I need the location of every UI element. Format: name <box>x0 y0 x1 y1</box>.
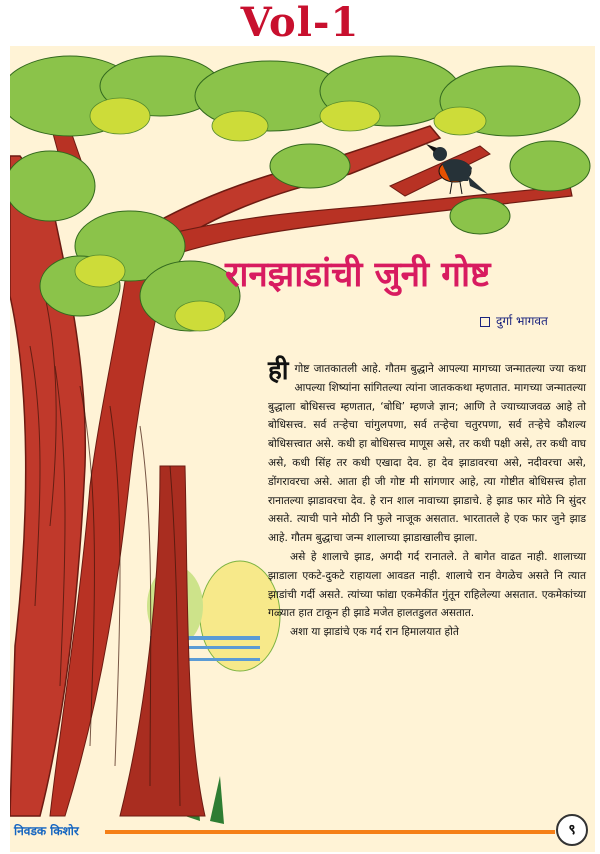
magazine-name: निवडक किशोर <box>14 824 79 838</box>
paragraph-text: गोष्ट जातकातली आहे. गौतम बुद्धाने आपल्या मागच्या जन्मातल्या ज्या कथा आपल्या शिष्यांना सांगितल्या त्यांना जातककथा म्हणतात. मागच्या जन्मातल्या बुद्धाला बोधिसत्त्व म्हणतात, ‘बोधि’ म्हणजे ज्ञान; आणि ते ज्याच्याजवळ आहे तो बोधिसत्त्व. सर्व तऱ्हेचा चांगुलपणा, सर्व तऱ्हेचा चतुरपणा, सर्व तऱ्हेचे कौशल्य बोधिसत्त्वात असे. कधी हा बोधिसत्त्व माणूस असे, तर कधी पक्षी असे, तर कधी वाघ असे, कधी सिंह तर कधी एखादा देव. हा देव झाडावरचा असे, नदीवरचा असे, डोंगरावरचा असे. आता ही जी गोष्ट मी सांगणार आहे, त्या गोष्टीत बोधिसत्त्व होता रानातल्या झाडावरचा देव. हे रान शाल नावाच्या झाडाचे. हे झाड फार मोठे नि सुंदर असते. त्याची पाने मोठी नि फुले नाजूक असतात. भारतातले हे एक फार जुने झाड आहे. गौतम बुद्धाचा जन्म शालाच्या झाडाखालीच झाला. <box>268 363 586 545</box>
paragraph-3: अशा या झाडांचे एक गर्द रान हिमालयात होते <box>290 626 459 639</box>
article-title: रानझाडांची जुनी गोष्ट <box>225 255 491 295</box>
volume-header: Vol-1 <box>240 0 360 46</box>
article-author <box>480 312 548 329</box>
bullet-box-icon <box>480 317 490 327</box>
article-body <box>268 356 586 642</box>
page-footer <box>10 814 595 852</box>
footer-rule <box>105 830 555 834</box>
paragraph-1 <box>268 356 586 548</box>
drop-cap: ही <box>268 356 289 386</box>
author-name: दुर्गा भागवत <box>496 314 548 328</box>
book-page <box>10 46 595 852</box>
page-number: ९ <box>556 814 588 846</box>
paragraph-2: असे हे शालाचे झाड, अगदी गर्द रानातले. ते बागेत वाढत नाही. शालाच्या झाडाला एकटे-दुकटे राहायला आवडत नाही. शालाचे रान वेगळेच असते नि त्यात झाडांची गर्दी असते. त्यांच्या फांद्या एकमेकींत गुंतून राहिलेल्या असतात. एकमेकांच्या गळ्यात हात टाकून ही झाडे मजेत हालतडुलत असतात. <box>268 550 586 620</box>
